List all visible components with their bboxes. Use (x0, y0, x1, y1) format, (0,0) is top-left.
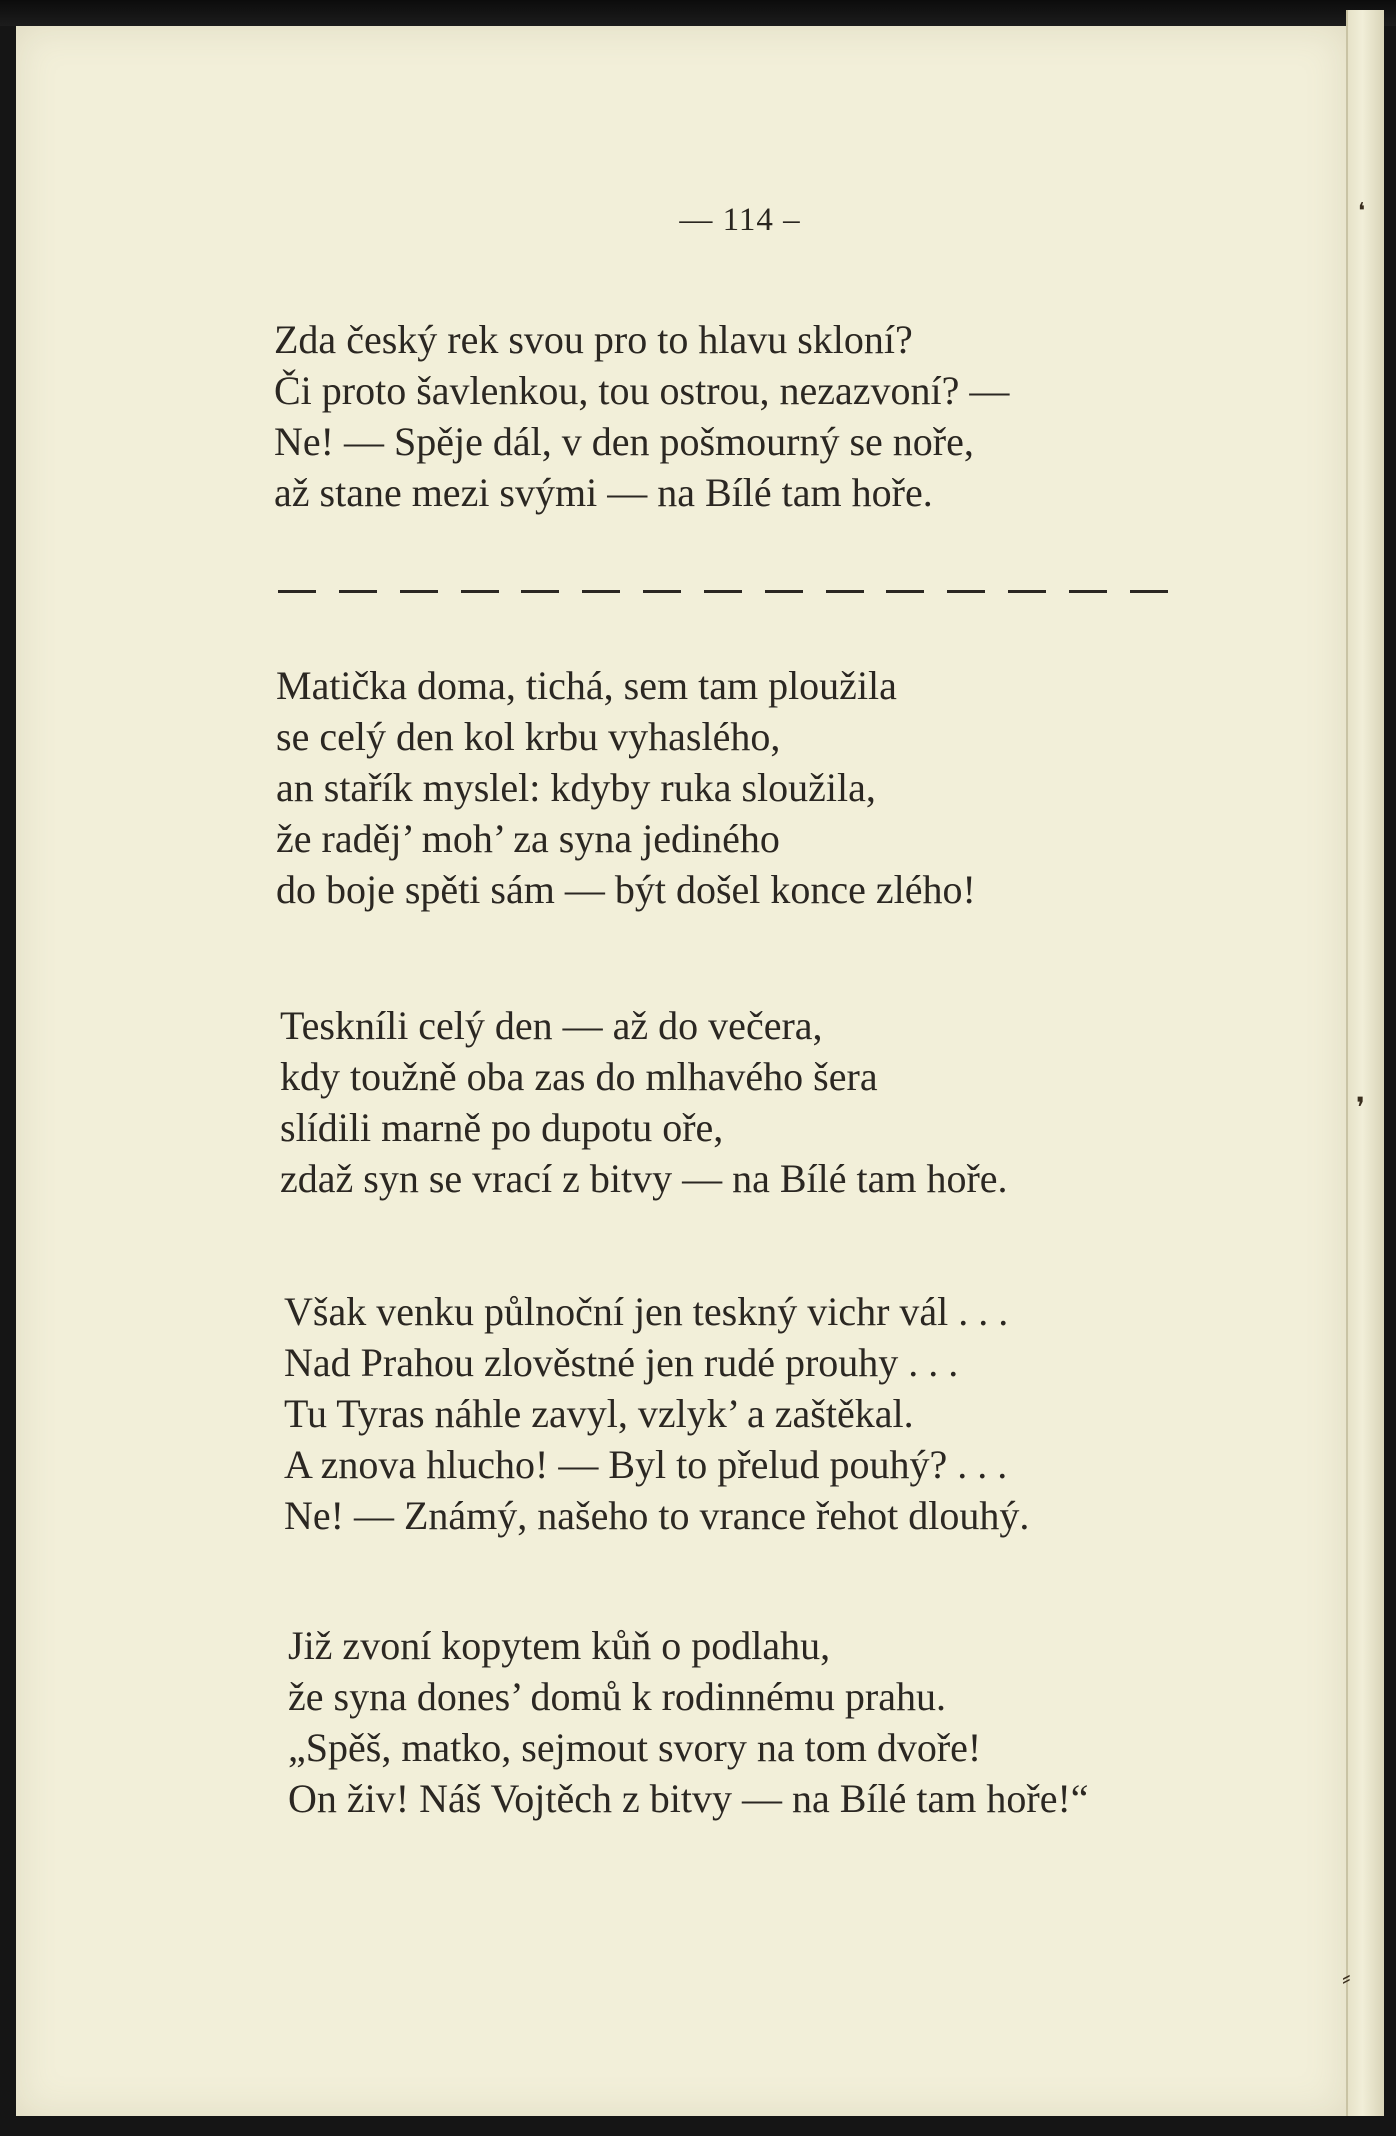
separator-dash (1008, 590, 1046, 593)
separator-dash (826, 590, 864, 593)
verse-line: Však venku půlnoční jen teskný vichr vál . . . (284, 1289, 1009, 1334)
separator-dash (278, 590, 316, 593)
stanza-2 (276, 660, 976, 915)
verse-line: Zda český rek svou pro to hlavu skloní? (274, 317, 913, 362)
edge-speck-mark: ❛ (1358, 198, 1366, 223)
verse-line: Tu Tyras náhle zavyl, vzlyk’ a zaštěkal. (284, 1391, 914, 1436)
separator-dash (461, 590, 499, 593)
separator-dash (1069, 590, 1107, 593)
stanza-1 (274, 314, 1009, 518)
verse-line: On živ! Náš Vojtěch z bitvy — na Bílé tam hoře!“ (288, 1776, 1089, 1821)
verse-line: do boje spěti sám — být došel konce zlého! (276, 867, 976, 912)
verse-line: kdy toužně oba zas do mlhavého šera (280, 1054, 878, 1099)
edge-speck-mark: ❜ (1356, 1093, 1366, 1124)
separator-dash (704, 590, 742, 593)
verse-line: slídili marně po dupotu oře, (280, 1105, 724, 1150)
verse-line: Ne! — Spěje dál, v den pošmourný se noře, (274, 419, 974, 464)
stanza-4 (284, 1286, 1029, 1541)
verse-line: A znova hlucho! — Byl to přelud pouhý? . . . (284, 1442, 1008, 1487)
verse-line: že raděj’ moh’ za syna jediného (276, 816, 780, 861)
verse-line: Matička doma, tichá, sem tam ploužila (276, 663, 897, 708)
verse-line: „Spěš, matko, sejmout svory na tom dvoře! (288, 1725, 982, 1770)
verse-line: až stane mezi svými — na Bílé tam hoře. (274, 470, 933, 515)
verse-line: že syna dones’ domů k rodinnému prahu. (288, 1674, 946, 1719)
separator-dash (886, 590, 924, 593)
separator-dash (1130, 590, 1168, 593)
verse-line: Nad Prahou zlověstné jen rudé prouhy . . . (284, 1340, 959, 1385)
verse-line: Již zvoní kopytem kůň o podlahu, (288, 1623, 831, 1668)
adjacent-page-edge (1342, 10, 1384, 2116)
section-separator-dashes (278, 590, 1168, 594)
verse-line: Či proto šavlenkou, tou ostrou, nezazvoní? — (274, 368, 1010, 413)
separator-dash (400, 590, 438, 593)
stanza-5 (288, 1620, 1089, 1824)
separator-dash (765, 590, 803, 593)
separator-dash (947, 590, 985, 593)
stanza-3 (280, 1000, 1008, 1204)
separator-dash (643, 590, 681, 593)
separator-dash (582, 590, 620, 593)
verse-line: se celý den kol krbu vyhaslého, (276, 714, 781, 759)
separator-dash (521, 590, 559, 593)
verse-line: Ne! — Známý, našeho to vrance řehot dlouhý. (284, 1493, 1030, 1538)
verse-line: Teskníli celý den — až do večera, (280, 1003, 823, 1048)
verse-line: zdaž syn se vrací z bitvy — na Bílé tam hoře. (280, 1156, 1008, 1201)
separator-dash (339, 590, 377, 593)
edge-speck-mark: ⸗ (1342, 1963, 1351, 1992)
scan-border-top (0, 0, 1396, 26)
verse-line: an stařík myslel: kdyby ruka sloužila, (276, 765, 876, 810)
page-number: — 114 – (679, 202, 801, 238)
